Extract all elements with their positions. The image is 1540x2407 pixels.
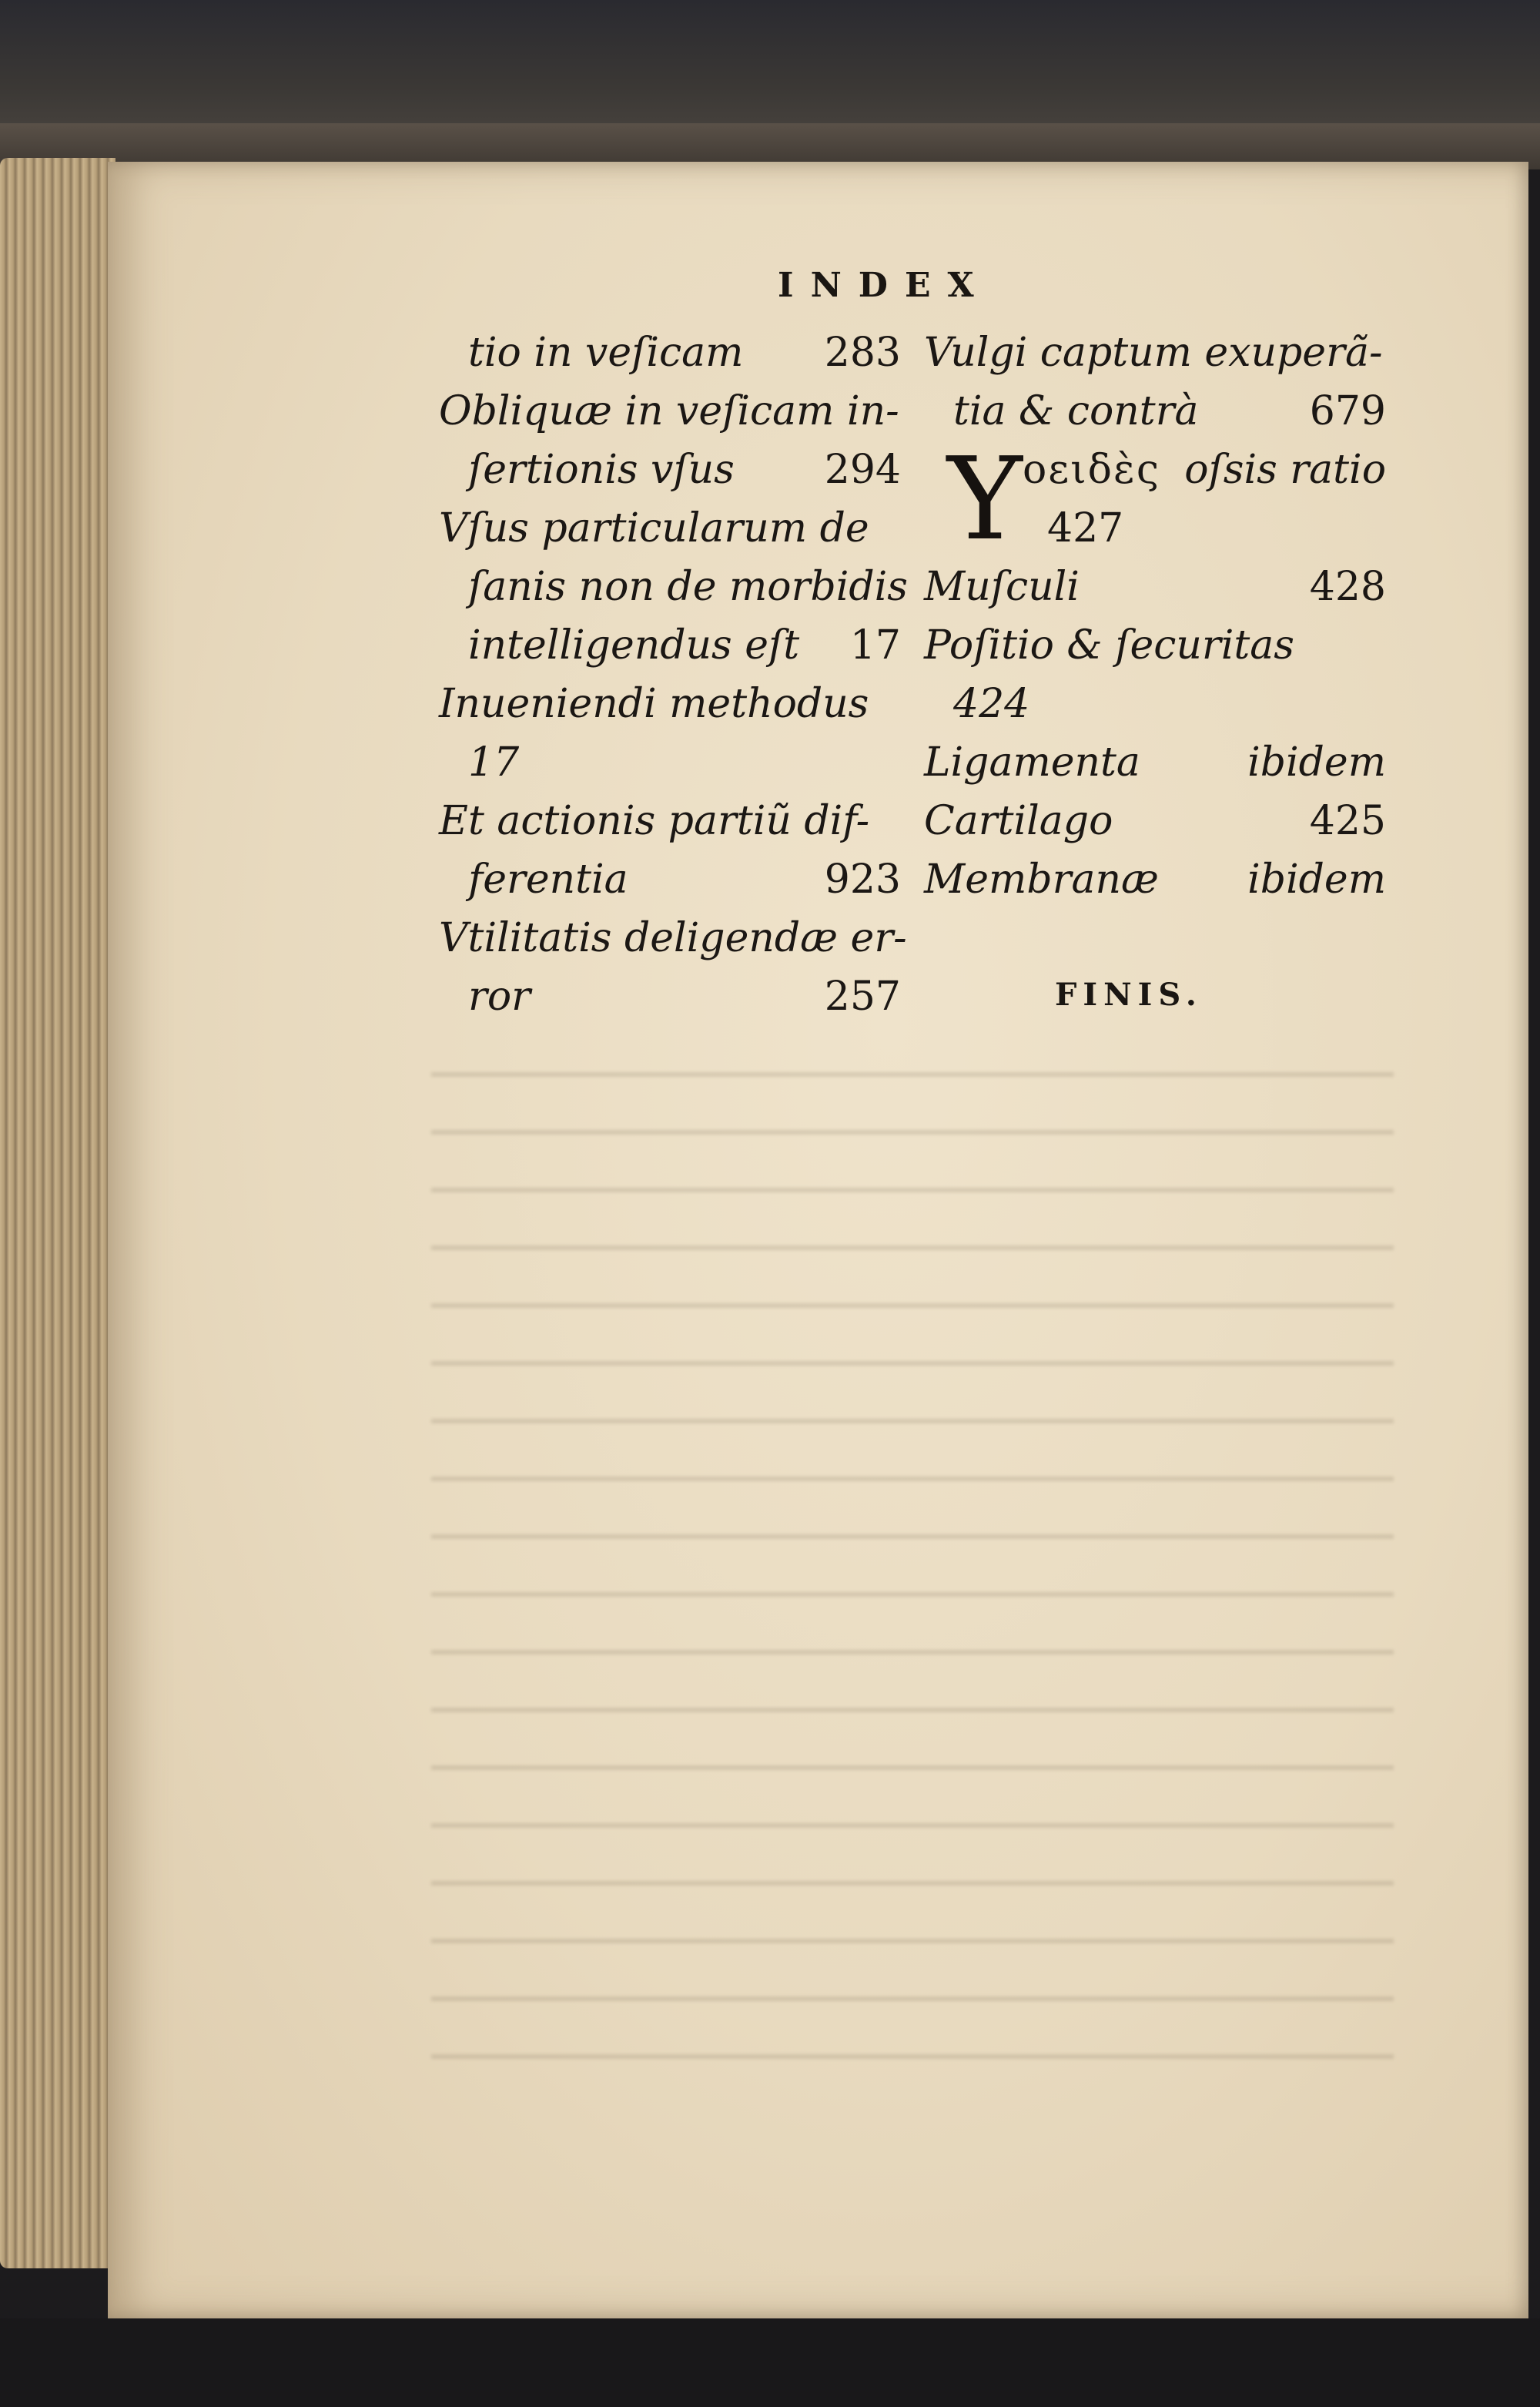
index-entry-text: Cartilago [924, 798, 1113, 844]
index-entry-text: Vſus particularum de [439, 505, 869, 551]
index-column-right [924, 324, 1386, 909]
index-entry-text: intelligendus eſt [468, 622, 800, 669]
index-entry-text: Ligamenta [924, 739, 1140, 786]
index-entry [439, 558, 908, 616]
greek-word: οειδὲς [1023, 447, 1160, 493]
index-entry-text: tio in veſicam [468, 330, 744, 376]
dropcap-entry [924, 433, 1386, 565]
index-entry-text: Muſculi [924, 564, 1080, 610]
index-entry [439, 792, 901, 850]
index-entry-text: ror [468, 974, 531, 1020]
running-title: INDEX [778, 266, 991, 305]
page-reference: 17 [849, 622, 901, 669]
dropcap-entry-rest: oſsis ratio [1184, 447, 1386, 493]
index-entry [924, 675, 1386, 733]
index-entry [439, 967, 901, 1026]
index-entry [439, 850, 901, 909]
index-entry-text: Vulgi captum exuperã- [924, 330, 1383, 376]
show-through-text [431, 1032, 1394, 2095]
index-entry [439, 675, 901, 733]
index-entry-text: ſertionis vſus [468, 447, 735, 493]
page-reference: 427 [1047, 505, 1124, 551]
index-entry [439, 909, 907, 967]
page-reference: 425 [1309, 798, 1386, 844]
index-entry-text: Obliquæ in veſicam in- [439, 388, 899, 434]
index-entry [439, 616, 901, 675]
index-entry [924, 792, 1386, 850]
index-entry [439, 324, 901, 382]
dropcap-entry-text [1023, 441, 1386, 499]
index-entry [439, 441, 901, 499]
index-entry-text: Vtilitatis deligendæ er- [439, 915, 907, 961]
index-entry [924, 324, 1386, 382]
page-edges-stack [0, 158, 116, 2268]
dropcap-letter: Y [947, 433, 1023, 565]
page-reference: 923 [824, 857, 901, 903]
index-column-left [439, 324, 908, 1026]
page-reference: 679 [1309, 388, 1386, 434]
index-entry [924, 382, 1386, 441]
page-reference: ibidem [1247, 739, 1386, 786]
page-reference: 257 [824, 974, 901, 1020]
page-reference: 294 [824, 447, 901, 493]
index-entry [924, 850, 1386, 909]
index-entry-text: tia & contrà [953, 388, 1199, 434]
index-entry-text: ſanis non de morbidis [468, 564, 908, 610]
finis-mark: FINIS. [1055, 977, 1203, 1013]
index-entry-text: 17 [468, 739, 520, 786]
index-entry [439, 733, 901, 792]
index-entry [924, 558, 1386, 616]
index-entry [924, 616, 1386, 675]
index-entry-text: Membranæ [924, 857, 1159, 903]
index-entry-text: ferentia [468, 857, 628, 903]
page-reference: ibidem [1247, 857, 1386, 903]
index-entry [924, 733, 1386, 792]
page-reference: 283 [824, 330, 901, 376]
index-entry-text: Inueniendi methodus [439, 681, 869, 727]
index-entry-text: 424 [953, 681, 1030, 727]
index-entry [439, 499, 901, 558]
index-entry [439, 382, 901, 441]
index-entry-text: Et actionis partiũ dif- [439, 798, 870, 844]
index-entry-text: Poſitio & ſecuritas [924, 622, 1294, 669]
page-reference: 428 [1309, 564, 1386, 610]
dark-background-bottom [0, 2318, 1540, 2407]
